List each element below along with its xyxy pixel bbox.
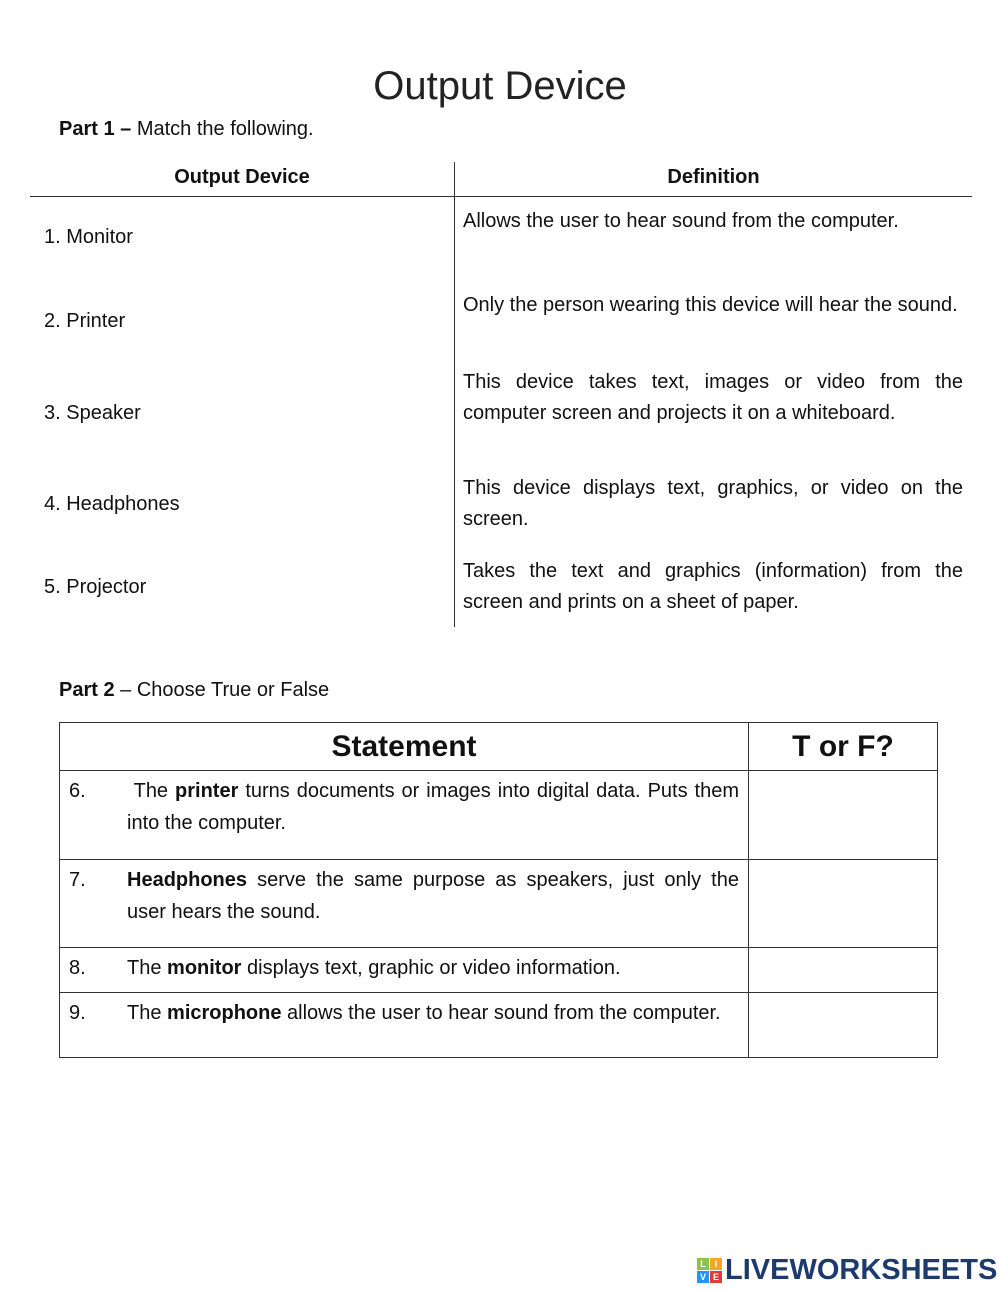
statement-text: allows the user to hear sound from the computer.: [281, 1002, 721, 1024]
device-item: 4. Headphones: [44, 493, 180, 515]
header-divider: [30, 196, 972, 197]
logo-letter: I: [710, 1258, 722, 1270]
logo-text: LIVEWORKSHEETS: [725, 1254, 998, 1286]
table-row: [60, 948, 938, 993]
statement-keyword: Headphones: [127, 869, 248, 891]
liveworksheets-logo: [697, 1254, 997, 1287]
answer-cell[interactable]: [749, 860, 938, 948]
device-item: 3. Speaker: [44, 402, 141, 424]
definition-item: Only the person wearing this device will hear the sound.: [463, 294, 958, 316]
statement-text: displays text, graphic or video information.: [241, 957, 621, 979]
part2-instruction: – Choose True or False: [120, 679, 330, 701]
definition-item: Takes the text and graphics (information) from the screen and prints on a sheet of paper.: [463, 560, 963, 613]
page-title: Output Device: [373, 64, 627, 108]
statement-number: 6.: [69, 780, 86, 802]
column-divider: [454, 162, 455, 627]
part1-label: Part 1 –: [59, 118, 132, 140]
statement-text: serve the same purpose as speakers, just only the user hears the sound.: [127, 869, 739, 923]
definition-item: This device displays text, graphics, or video on the screen.: [463, 477, 963, 530]
logo-letter: L: [697, 1258, 709, 1270]
device-item: 5. Projector: [44, 576, 147, 598]
device-item: 2. Printer: [44, 310, 126, 332]
table-row: [60, 771, 938, 860]
col-t-or-f: T or F?: [749, 723, 938, 771]
answer-cell[interactable]: [749, 948, 938, 993]
col-definition: Definition: [667, 166, 760, 188]
definition-item: This device takes text, images or video from the computer screen and projects it on a whiteboard.: [463, 371, 963, 424]
statement-text: The: [127, 780, 176, 802]
statement-keyword: microphone: [167, 1002, 282, 1024]
part1-instruction: Match the following.: [136, 118, 314, 140]
answer-cell[interactable]: [749, 993, 938, 1058]
statement-keyword: monitor: [167, 957, 242, 979]
statement-text: The: [127, 1002, 168, 1024]
device-item: 1. Monitor: [44, 226, 133, 248]
statement-number: 7.: [69, 869, 86, 891]
statement-text: The: [127, 957, 168, 979]
statement-keyword: printer: [175, 780, 239, 802]
part1-heading: [59, 118, 314, 141]
part2-label: Part 2: [59, 679, 115, 701]
definition-item: Allows the user to hear sound from the computer.: [463, 210, 899, 232]
table-row: [60, 860, 938, 948]
statement-text: turns documents or images into digital data. Puts them into the computer.: [127, 780, 740, 834]
logo-letter: E: [710, 1271, 722, 1283]
statement-number: 9.: [69, 1002, 86, 1024]
logo-icon: [697, 1258, 722, 1283]
logo-letter: V: [697, 1271, 709, 1283]
part2-heading: [59, 679, 329, 702]
answer-cell[interactable]: [749, 771, 938, 860]
true-false-table: [59, 722, 938, 1058]
statement-number: 8.: [69, 957, 86, 979]
col-output-device: Output Device: [174, 166, 310, 188]
table-row: [60, 993, 938, 1058]
col-statement: Statement: [60, 723, 749, 771]
